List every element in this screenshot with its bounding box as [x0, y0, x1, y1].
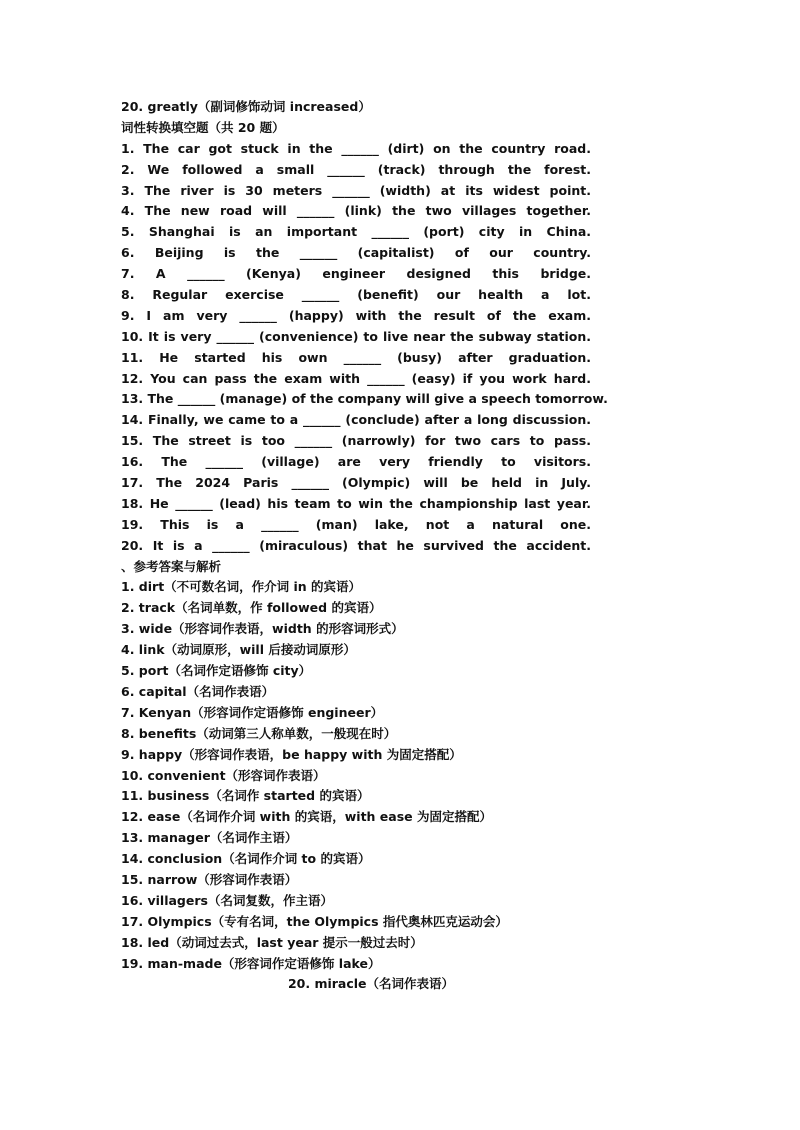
answer-line: 4. link（动词原形，will 后接动词原形） — [121, 642, 356, 658]
answer-line: 11. business（名词作 started 的宾语） — [121, 788, 370, 804]
answer-line: 17. Olympics（专有名词，the Olympics 指代奥林匹克运动会） — [121, 913, 508, 929]
question-line: 8. Regular exercise ______ (benefit) our health a lot. — [121, 287, 591, 303]
answer-line: 8. benefits（动词第三人称单数，一般现在时） — [121, 725, 397, 741]
last-answer-line: 20. miracle（名词作表语） — [287, 976, 455, 992]
question-line: 11. He started his own ______ (busy) after graduation. — [121, 349, 591, 365]
question-line: 4. The new road will ______ (link) the two villages together. — [121, 203, 591, 219]
answer-line: 1. dirt（不可数名词，作介词 in 的宾语） — [121, 579, 362, 595]
question-line: 2. We followed a small ______ (track) through the forest. — [121, 161, 591, 177]
answer-list — [121, 577, 591, 974]
document-content — [121, 97, 608, 995]
answer-line: 16. villagers（名词复数，作主语） — [121, 892, 333, 908]
answer-line: 3. wide（形容词作表语，width 的形容词形式） — [121, 621, 404, 637]
exercise-heading: 词性转换填空题（共 20 题） — [121, 119, 285, 135]
question-line: 17. The 2024 Paris ______ (Olympic) will be held in July. — [121, 475, 591, 491]
answer-line: 5. port（名词作定语修饰 city） — [121, 663, 312, 679]
question-line: 10. It is very ______ (convenience) to live near the subway station. — [121, 328, 591, 344]
question-line: 18. He ______ (lead) his team to win the championship last year. — [121, 495, 591, 511]
question-line: 14. Finally, we came to a ______ (conclude) after a long discussion. — [121, 412, 591, 428]
question-line: 9. I am very ______ (happy) with the result of the exam. — [121, 307, 591, 323]
answer-line: 14. conclusion（名词作介词 to 的宾语） — [121, 851, 371, 867]
answer-line: 13. manager（名词作主语） — [121, 830, 298, 846]
answers-heading: 、参考答案与解析 — [121, 558, 222, 574]
answer-line: 19. man-made（形容词作定语修饰 lake） — [121, 955, 381, 971]
answer-line: 12. ease（名词作介词 with 的宾语，with ease 为固定搭配） — [121, 809, 492, 825]
question-line: 16. The ______ (village) are very friendly to visitors. — [121, 454, 591, 470]
answer-line: 7. Kenyan（形容词作定语修饰 engineer） — [121, 704, 384, 720]
question-list — [121, 139, 608, 557]
intro-answer-line: 20. greatly（副词修饰动词 increased） — [121, 99, 371, 114]
question-line: 19. This is a ______ (man) lake, not a natural one. — [121, 516, 591, 532]
question-line: 7. A ______ (Kenya) engineer designed this bridge. — [121, 266, 591, 282]
question-line: 20. It is a ______ (miraculous) that he survived the accident. — [121, 537, 591, 553]
answer-line: 18. led（动词过去式，last year 提示一般过去时） — [121, 934, 423, 950]
question-line: 12. You can pass the exam with ______ (easy) if you work hard. — [121, 370, 591, 386]
answer-line: 6. capital（名词作表语） — [121, 683, 275, 699]
answer-line: 2. track（名词单数，作 followed 的宾语） — [121, 600, 382, 616]
answer-line: 10. convenient（形容词作表语） — [121, 767, 326, 783]
question-line: 1. The car got stuck in the ______ (dirt) on the country road. — [121, 140, 591, 156]
answer-line: 15. narrow（形容词作表语） — [121, 871, 298, 887]
answer-line: 9. happy（形容词作表语，be happy with 为固定搭配） — [121, 746, 462, 762]
question-line: 15. The street is too ______ (narrowly) for two cars to pass. — [121, 433, 591, 449]
question-line: 6. Beijing is the ______ (capitalist) of our country. — [121, 245, 591, 261]
question-line: 5. Shanghai is an important ______ (port) city in China. — [121, 224, 591, 240]
question-line: 13. The ______ (manage) of the company will give a speech tomorrow. — [121, 391, 608, 407]
question-line: 3. The river is 30 meters ______ (width) at its widest point. — [121, 182, 591, 198]
